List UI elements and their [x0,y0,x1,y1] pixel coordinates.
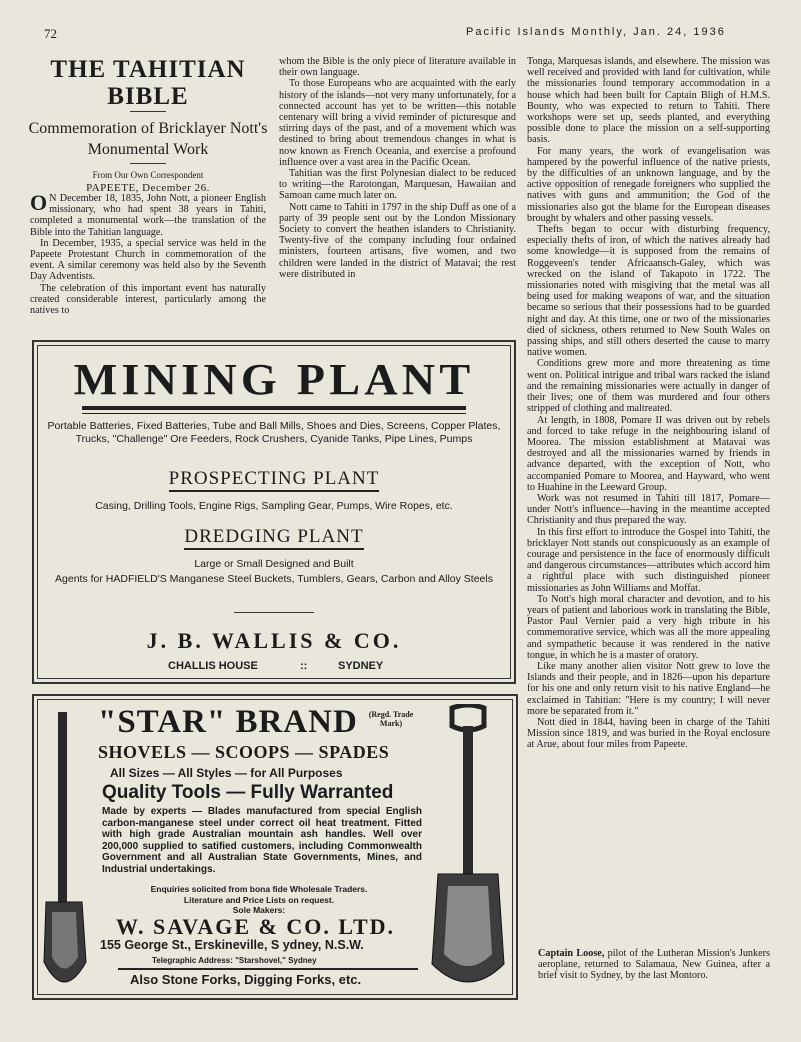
paragraph: Thefts began to occur with disturbing frequency, especially thefts of iron, of which the natives already had some knowledge—it is supposed from the remains of Roggeveen's tender Africaansch-Galey, which was wrecked on the island of Takapoto in 1722. The missionaries noted with misgiving that the metal was all being used for making weapons of war, and the situation became so serious that their possessions had to be guarded night and day. At this time, one or two of the missionaries died of sickness, others returned to New South Wales on passing ships, and still others deserted the cause to marry native women. [527,224,770,359]
shovel-illustration-right [426,704,510,994]
news-brief-text: pilot of the Lutheran Mission's Junkers aeroplane, returned to Salamaua, New Guinea, after a brief visit to Sydney, by the last Montoro. [538,948,770,982]
firm-name: J. B. WALLIS & CO. [146,628,402,653]
byline: From Our Own Correspondent [92,170,204,180]
paragraph: At length, in 1808, Pomare II was driven out by rebels and forced to take refuge in the neighbouring island of Moorea. The mission establishment at Matavai was destroyed and all the missionaries warned by friends in advance departed, with the exception of Nott, who accompanied Pomare to Moorea, and Hayward, who went to Huahine in the Leeward Group. [527,414,770,493]
news-brief [538,948,770,982]
building-name: CHALLIS HOUSE [168,660,258,672]
mining-plant-advertisement [32,340,516,684]
maker-name: W. SAVAGE & CO. LTD. [116,914,396,939]
article-title: THE TAHITIAN BIBLE [50,56,246,110]
dredging-subline: Large or Small Designed and Built [194,558,354,570]
paragraph: To those Europeans who are acquainted with the early history of the islands—not very many unfortunately, for a connected account has yet to be written—this notable centenary will bring a vivid reminder of picturesque and stirring days of the past, and of a movement which was destined to bring about tremendous changes in what is now known as French Oceania, and exercise a profound influence over a vast area in the Pacific Ocean. [279,78,516,168]
sizes-line: All Sizes — All Styles — for All Purposes [110,766,343,780]
paragraph: To Nott's high moral character and devotion, and to his years of patient and laborious work in translating the Bible, Pastor Paul Vernier paid a very high tribute in his commemorative service, which was all the more appealing and sympathetic because it was rendered in the native tongue, in which he is a master of oratory. [527,593,770,661]
city-name: SYDNEY [338,660,384,672]
enquiries-line: Enquiries solicited from bona fide Wholesale Traders. [150,884,368,894]
ad-headline: MINING PLANT [73,355,475,404]
article-subtitle: Commemoration of Bricklayer Nott's Monumental Work [28,120,268,158]
prospecting-heading: PROSPECTING PLANT [34,468,514,490]
paragraph: Tonga, Marquesas islands, and elsewhere. The mission was well received and provided with land for cultivation, while the missionaries found temporary accommodation in a house which had been built for Captain Bligh of H.M.S. Bounty, who was expected to return to Tahiti. There workshops were set up, seeds planted, and everything possible done to place the mission on a self-supporting basis. [527,56,770,146]
page-number: 72 [44,26,57,41]
paragraph: N December 18, 1835, John Nott, a pioneer English missionary, who had spent 38 years in Tahiti, completed a monumental work—the translation of the Bible into the Tahitian language. [30,193,266,238]
paragraph: Tahitian was the first Polynesian dialect to be reduced to writing—the Rarotongan, Marquesan, Hawaiian and Samoan came much later on. [279,168,516,202]
paragraph: Nott died in 1844, having been in charge of the Tahiti Mission since 1819, and was buried in the Royal enclosure at Arue, about four miles from Papeete. [527,716,770,751]
article-column-1 [30,190,266,317]
paragraph: Nott came to Tahiti in 1797 in the ship Duff as one of a party of 39 people sent out by the London Missionary Society to convert the heathen islanders to Christianity. Twenty-five of the company including four ordained ministers, fourteen artisans, five women, and two children were landed in the district of Matavai; the rest were distributed in [279,201,516,280]
mining-products: Portable Batteries, Fixed Batteries, Tube and Ball Mills, Shoes and Dies, Screens, Copper Plates, Trucks, "Challenge" Ore Feeders, Rock Crushers, Cyanide Tanks, Pipe Lines, Pumps [47,420,501,445]
divider [234,612,314,613]
maker-address: 155 George St., Erskineville, S ydney, N.S.W. [100,938,364,952]
divider [118,968,418,970]
drop-cap: O [30,190,48,215]
dateline: PAPEETE, December 26. [86,182,210,194]
address-separator: :: [300,660,308,672]
paragraph: In this first effort to introduce the Gospel into Tahiti, the bricklayer Nott stands out conspicuously as an example of courage and persistence in the face of enormously difficult and dangerous circumstances—attributes which accord him a rightful place with such distinguished pioneer missionaries as John Williams and Moffat. [527,526,771,594]
ad-body: Made by experts — Blades manufactured from special English carbon-manganese steel under correct oil heat treatment. Fitted with high grade Australian mountain ash handles. Well over 200,000 supplied to satified customers, including Commonwealth Government and all Australian State Governments, Mines, and Industrial undertakings. [102,806,422,875]
brand-name: "STAR" BRAND [98,704,358,740]
subtitle-divider [130,163,166,164]
heavy-rule [82,406,466,410]
also-line: Also Stone Forks, Digging Forks, etc. [130,972,362,987]
running-header: Pacific Islands Monthly, Jan. 24, 1936 [466,26,726,38]
news-brief-lead: Captain Loose, [538,948,605,959]
literature-line: Literature and Price Lists on request. [183,895,335,905]
article-column-2 [279,56,516,280]
product-line: SHOVELS — SCOOPS — SPADES [98,742,390,762]
agents-line: Agents for HADFIELD'S Manganese Steel Buckets, Tumblers, Gears, Carbon and Alloy Steels [55,573,493,585]
paragraph: Like many another alien visitor Nott grew to love the Islands and their people, and in 1826—upon his departure for his one and only return visit to his native England—he exclaimed in Tahitian: "Here is my country; I will never more be separated from it." [527,660,770,717]
quality-line: Quality Tools — Fully Warranted [102,782,394,803]
thin-rule [82,413,466,414]
spade-illustration-left [40,712,96,998]
sole-makers-label: Sole Makers: [232,905,286,915]
trade-mark: (Regd. Trade Mark) [368,710,414,728]
star-brand-advertisement [32,694,518,1000]
paragraph: In December, 1935, a special service was held in the Papeete Protestant Church in commemoration of the event. A similar ceremony was held also by the Seventh Day Adventists. [30,237,266,283]
article-column-3 [527,56,770,751]
paragraph: whom the Bible is the only piece of literature available in their own language. [279,56,516,79]
prospecting-products: Casing, Drilling Tools, Engine Rigs, Sampling Gear, Pumps, Wire Ropes, etc. [95,500,453,512]
title-divider [130,111,166,112]
paragraph: Conditions grew more and more threatening as time went on. Political intrigue and tribal wars racked the island and the remaining missionaries were actually in danger of their lives; one of them was murdered and four others stripped of clothing and maltreated. [527,358,770,415]
paragraph: Work was not resumed in Tahiti till 1817, Pomare—under Nott's influence—having in the meantime accepted Christianity and thus prepared the way. [527,492,770,527]
telegraphic-address: Telegraphic Address: "Starshovel," Sydney [152,956,317,965]
dredging-heading: DREDGING PLANT [34,526,514,548]
paragraph: The celebration of this important event has naturally created considerable interest, particularly among the natives to [30,282,266,317]
paragraph: For many years, the work of evangelisation was hampered by the powerful influence of the native priests, by the difficulties of an unknown language, and by the active opposition of renegade foreigners who supplied the natives with guns and ammunition; the God of the missionaries also got the blame for the European diseases brought by whalers and other passing vessels. [527,145,770,224]
